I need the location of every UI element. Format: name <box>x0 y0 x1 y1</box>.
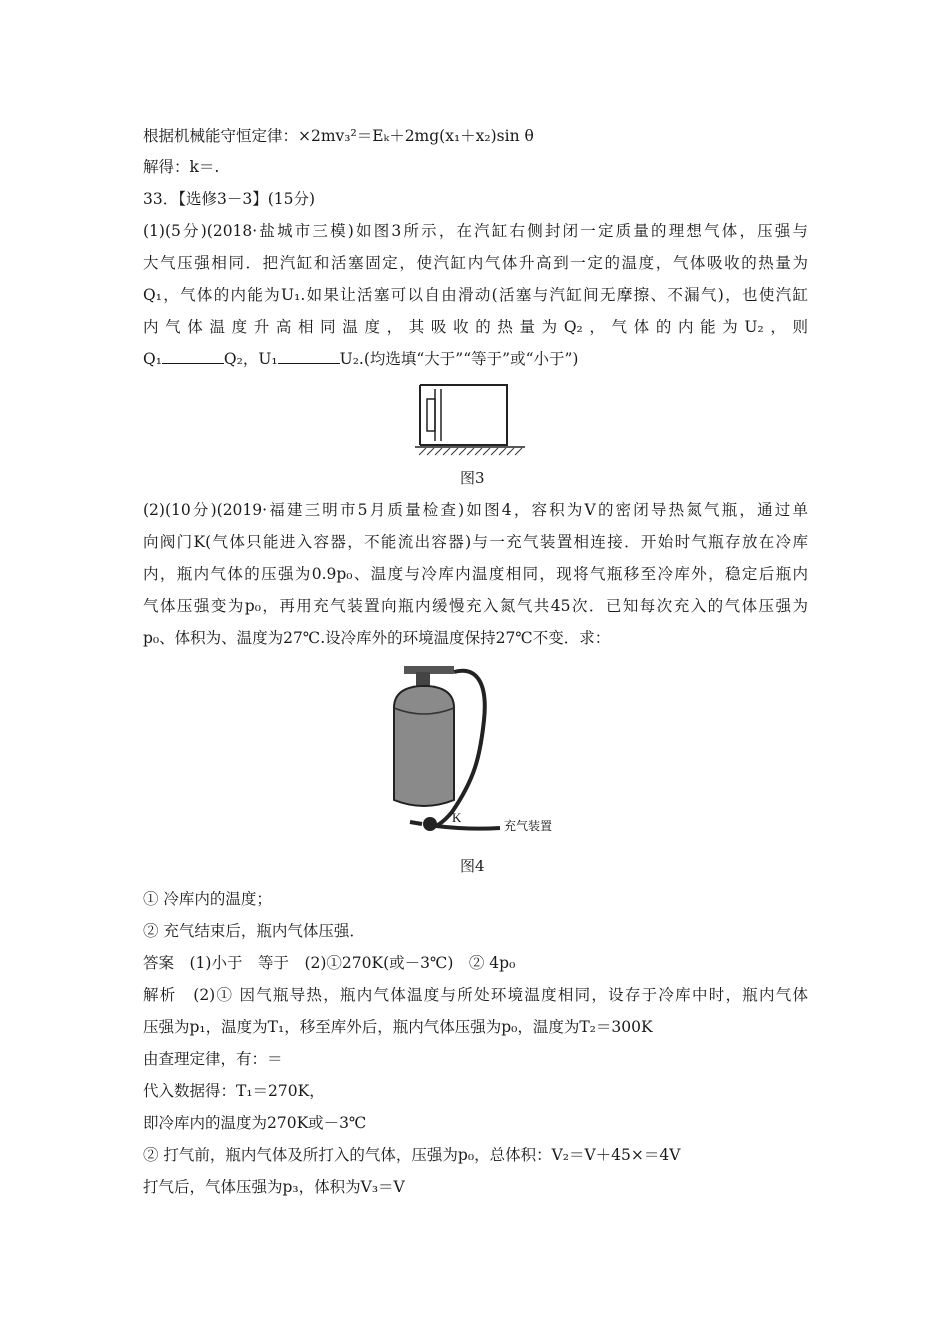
charles-law-line: 由查理定律，有：＝ <box>143 1050 283 1068</box>
blank-2[interactable] <box>278 349 340 364</box>
cold-storage-temperature-line: 即冷库内的温度为270K或－3℃ <box>143 1114 367 1132</box>
q1-text-line-1: (1)(5分)(2018·盐城市三模)如图3所示，在汽缸右侧封闭一定质量的理想气体，压强与 <box>143 222 808 240</box>
blank-1[interactable] <box>162 349 224 364</box>
substitution-line: 代入数据得：T₁＝270K， <box>143 1082 325 1100</box>
figure-4-caption: 图4 <box>460 857 485 875</box>
q1-text-line-3: Q₁，气体的内能为U₁.如果让活塞可以自由滑动(活塞与汽缸间无摩擦、不漏气)，也使汽缸 <box>143 286 808 304</box>
figure-3-cylinder-diagram <box>415 383 530 463</box>
energy-conservation-line: 根据机械能守恒定律：×2mv₃²＝Eₖ＋2mg(x₁＋x₂)sin θ <box>143 127 534 145</box>
q2-text-line-2: 向阀门K(气体只能进入容器，不能流出容器)与一充气装置相连接．开始时气瓶存放在冷库 <box>143 533 808 551</box>
q1-text-line-4: 内气体温度升高相同温度，其吸收的热量为Q₂，气体的内能为U₂，则 <box>143 318 808 336</box>
analysis-line-2: 压强为p₁，温度为T₁，移至库外后，瓶内气体压强为p₀，温度为T₂＝300K <box>143 1018 653 1036</box>
q2-text-line-5: p₀、体积为、温度为27℃.设冷库外的环境温度保持27℃不变．求： <box>143 629 611 647</box>
figure-4-gas-cylinder-diagram <box>380 662 580 840</box>
before-inflation-line: ② 打气前，瓶内气体及所打入的气体，压强为p₀，总体积：V₂＝V＋45×＝4V <box>143 1146 681 1164</box>
q2-text-line-4: 气体压强变为p₀，再用充气装置向瓶内缓慢充入氮气共45次．已知每次充入的气体压强为 <box>143 597 808 615</box>
answer-line: 答案 (1)小于 等于 (2)①270K(或－3℃) ② 4p₀ <box>143 954 516 972</box>
figure-3-caption: 图3 <box>460 469 485 487</box>
analysis-line-1: 解析 (2)① 因气瓶导热，瓶内气体温度与所处环境温度相同，设存于冷库中时，瓶内气体 <box>143 986 808 1004</box>
after-inflation-line: 打气后，气体压强为p₃，体积为V₃＝V <box>143 1178 405 1196</box>
q2-u1-label: Q₂，U₁ <box>223 350 278 368</box>
sub-question-2: ② 充气结束后，瓶内气体压强． <box>143 922 365 940</box>
solution-k-line: 解得：k＝. <box>143 158 220 176</box>
u2-options-label: U₂.(均选填“大于”“等于”或“小于”) <box>339 350 579 368</box>
q2-text-line-3: 内，瓶内气体的压强为0.9p₀、温度与冷库内温度相同，现将气瓶移至冷库外，稳定后瓶内 <box>143 565 808 583</box>
charging-device-label: 充气装置 <box>504 819 553 833</box>
q2-text-line-1: (2)(10分)(2019·福建三明市5月质量检查)如图4，容积为V的密闭导热氮气瓶，通过单 <box>143 501 808 519</box>
sub-question-1: ① 冷库内的温度； <box>143 890 272 908</box>
question-33-heading: 33．【选修3－3】(15分) <box>143 190 316 208</box>
q1-label: Q₁ <box>143 350 162 368</box>
q1-fill-blank-line <box>143 348 808 370</box>
valve-k-label: K <box>452 810 462 825</box>
q1-text-line-2: 大气压强相同．把汽缸和活塞固定，使汽缸内气体升高到一定的温度，气体吸收的热量为 <box>143 254 808 272</box>
